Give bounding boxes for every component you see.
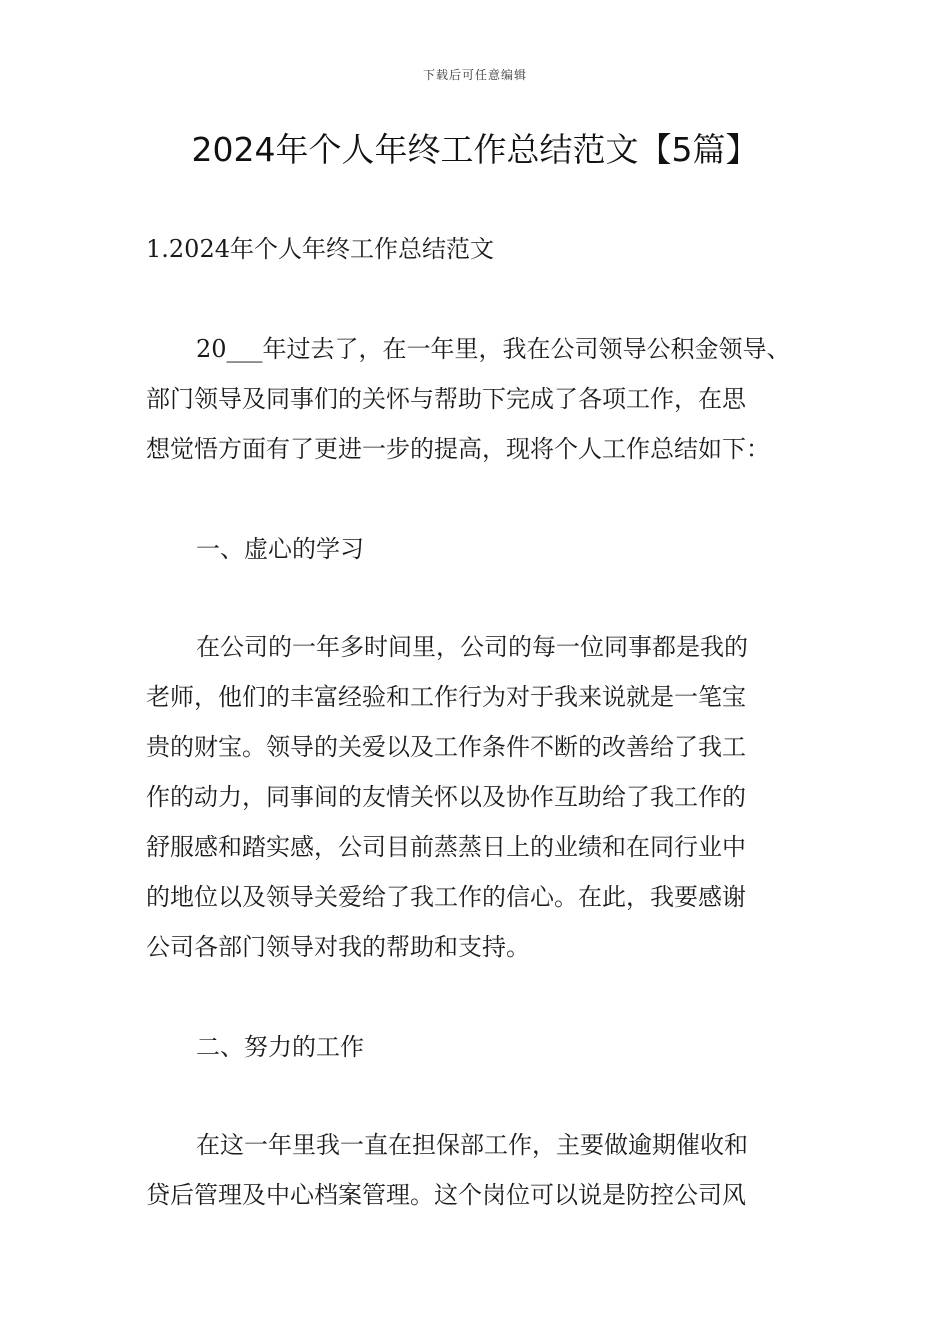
header-note: 下载后可任意编辑 xyxy=(422,68,527,82)
intro-line-3: 想觉悟方面有了更进一步的提高，现将个人工作总结如下： xyxy=(146,435,770,463)
article-heading: 1.2024年个人年终工作总结范文 xyxy=(146,235,494,263)
section2-line-1: 在这一年里我一直在担保部工作，主要做逾期催收和 xyxy=(196,1131,748,1159)
section1-line-3: 贵的财宝。领导的关爱以及工作条件不断的改善给了我工 xyxy=(146,733,746,761)
section1-line-1: 在公司的一年多时间里，公司的每一位同事都是我的 xyxy=(196,633,748,661)
section1-heading: 一、虚心的学习 xyxy=(196,535,364,563)
intro-line-2: 部门领导及同事们的关怀与帮助下完成了各项工作，在思 xyxy=(146,385,746,413)
section1-line-2: 老师，他们的丰富经验和工作行为对于我来说就是一笔宝 xyxy=(146,683,746,711)
section1-line-4: 作的动力，同事间的友情关怀以及协作互助给了我工作的 xyxy=(146,783,746,811)
intro-line-1: 20___年过去了，在一年里，我在公司领导公积金领导、 xyxy=(196,335,791,363)
section1-line-6: 的地位以及领导关爱给了我工作的信心。在此，我要感谢 xyxy=(146,883,746,911)
section2-heading: 二、努力的工作 xyxy=(196,1033,364,1061)
section2-line-2: 贷后管理及中心档案管理。这个岗位可以说是防控公司风 xyxy=(146,1181,746,1209)
document-title: 2024年个人年终工作总结范文【5篇】 xyxy=(191,130,759,169)
section1-line-7: 公司各部门领导对我的帮助和支持。 xyxy=(146,933,530,961)
section1-line-5: 舒服感和踏实感，公司目前蒸蒸日上的业绩和在同行业中 xyxy=(146,833,746,861)
